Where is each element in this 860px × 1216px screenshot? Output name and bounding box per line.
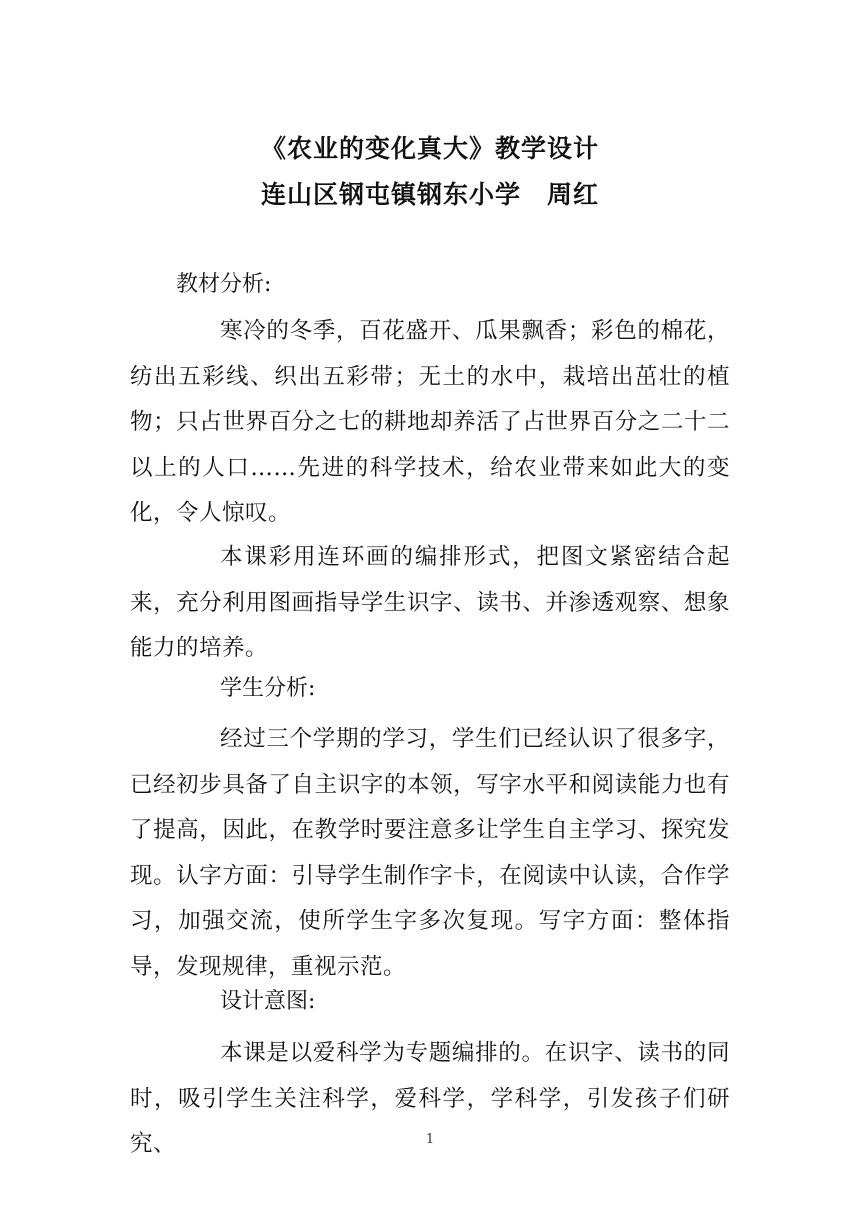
document-title: 《农业的变化真大》教学设计 [260,134,599,163]
section-label-materials: 教材分析: [176,272,272,297]
paragraph-design: 本课是以爱科学为专题编排的。在识字、读书的同时，吸引学生关注科学，爱科学，学科学，引发孩子们研究、 [130,1040,730,1158]
paragraph-materials-1: 寒冷的冬季，百花盛开、瓜果飘香；彩色的棉花，纺出五彩线、织出五彩带；无土的水中，栽培出茁壮的植物；只占世界百分之七的耕地却养活了占世界百分之二十二以上的人口……先进的科学技术，给农业带来如此大的变化，令人惊叹。 [130,318,730,527]
page-number: 1 [425,1132,435,1147]
section-label-design: 设计意图: [220,989,316,1014]
author-line: 连山区钢屯镇钢东小学 周红 [260,180,599,209]
paragraph-materials-2: 本课彩用连环画的编排形式，把图文紧密结合起来，充分利用图画指导学生识字、读书、并渗透观察、想象能力的培养。 [130,544,730,662]
section-label-students: 学生分析: [220,676,316,701]
paragraph-students: 经过三个学期的学习，学生们已经认识了很多字，已经初步具备了自主识字的本领，写字水平和阅读能力也有了提高，因此，在教学时要注意多让学生自主学习、探究发现。认字方面：引导学生制作字卡，在阅读中认读，合作学习，加强交流，使所学生字多次复现。写字方面：整体指导，发现规律，重视示范。 [130,726,730,980]
